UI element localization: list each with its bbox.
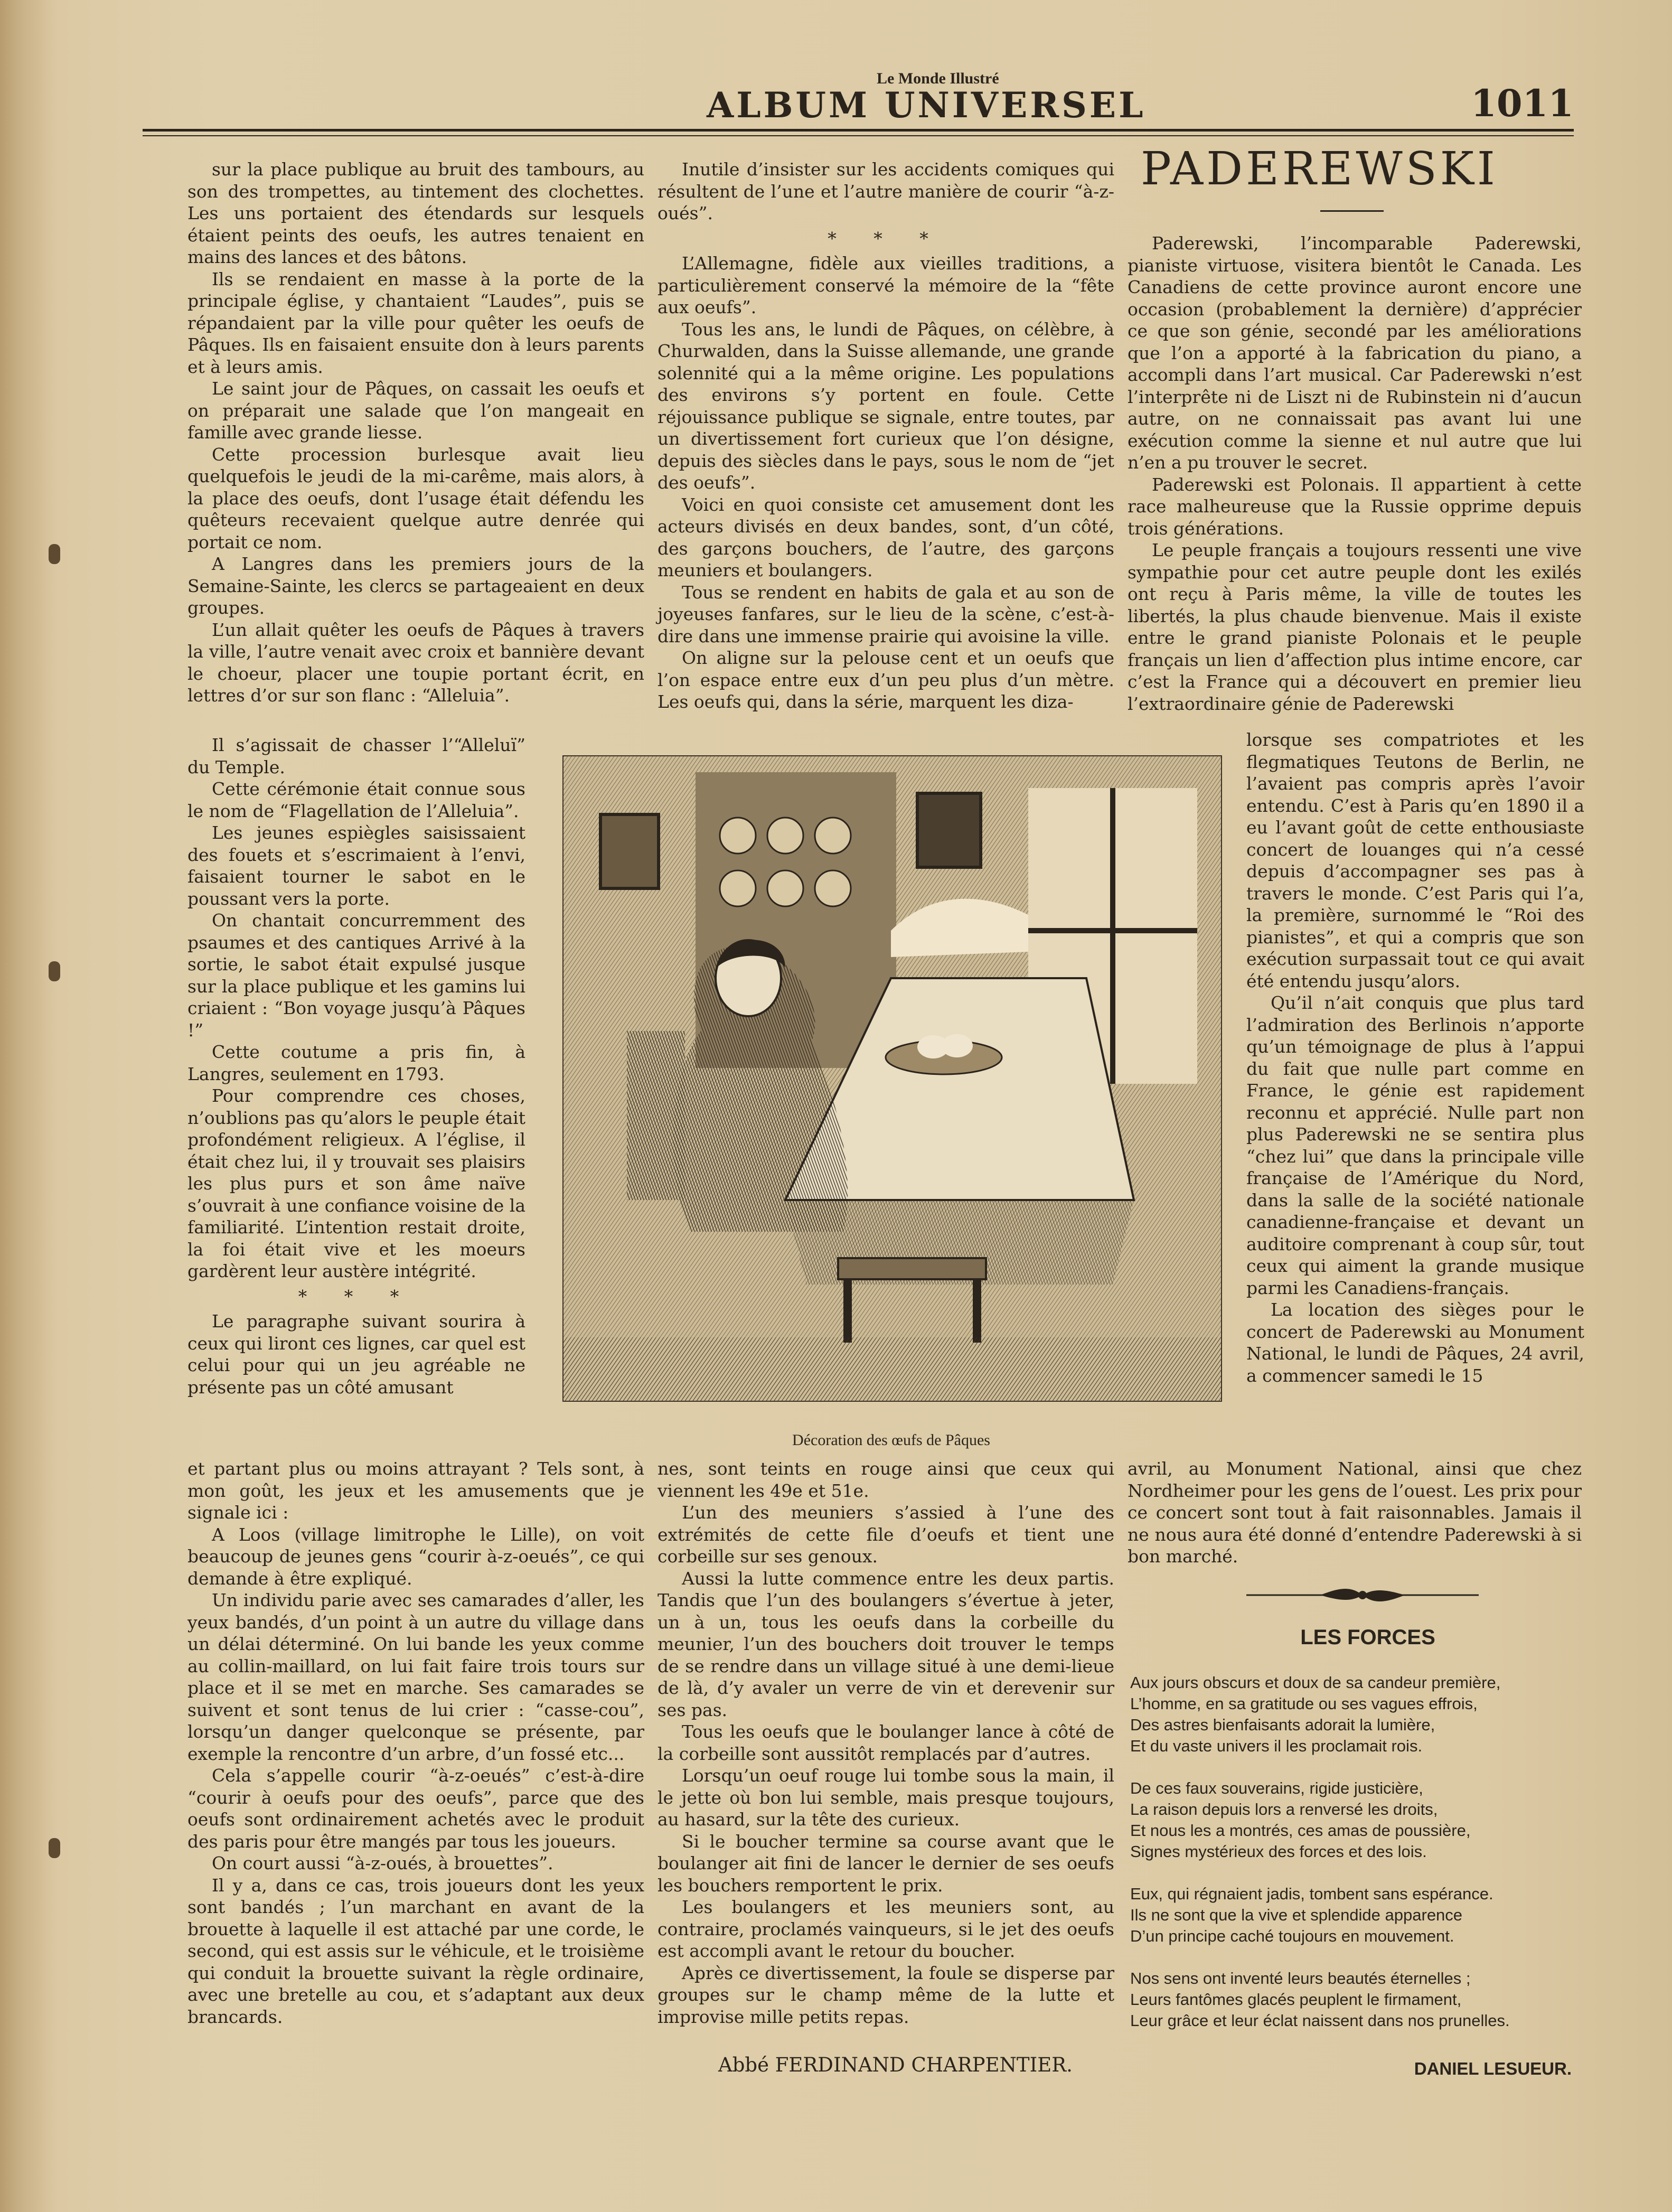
paragraph: Après ce divertissement, la foule se disperse par groupes sur le champ même de la lutte et improvise mille petits repas.: [657, 1962, 1114, 2027]
paragraph: et partant plus ou moins attrayant ? Tels sont, à mon goût, les jeux et les amusements que je signale ici :: [187, 1458, 644, 1523]
column-1-bottom: [187, 1458, 644, 2028]
paragraph: Le peuple français a toujours ressenti une vive sympathie pour cet autre peuple dont les exilés ont reçu à Paris même, la ville de toutes les libertés, la plus chaude bienvenue. Mais il existe entre le grand pianiste Polonais et le peuple français un lien d’affection plus intime encore, car c’est la France qui a découvert en premier lieu l’extraordinaire génie de Paderewski: [1128, 540, 1582, 714]
column-1-narrow: [187, 734, 525, 1398]
paragraph: Le saint jour de Pâques, on cassait les oeufs et on préparait une salade que l’on mangeait en famille avec grande liesse.: [187, 378, 644, 443]
poem-line: Et du vaste univers il les proclamait rois.: [1130, 1737, 1423, 1755]
paragraph: Inutile d’insister sur les accidents comiques qui résultent de l’une et l’autre manière de courir “à-z-oués”.: [657, 159, 1114, 223]
paragraph: On aligne sur la pelouse cent et un oeufs que l’on espace entre eux d’un peu plus d’un mètre. Les oeufs qui, dans la série, marquent les diza-: [657, 648, 1114, 712]
paragraph: A Loos (village limitrophe le Lille), on voit beaucoup de jeunes gens “courir à-z-oeués”, ce qui demande à être expliqué.: [187, 1524, 644, 1589]
column-3-narrow: [1246, 729, 1584, 1386]
paragraph: Ils se rendaient en masse à la porte de la principale église, y chantaient “Laudes”, puis se répandaient par la ville pour quêter les oeufs de Pâques. Ils en faisaient ensuite don à leurs parents et à leurs amis.: [187, 268, 644, 377]
header-rule-thin: [143, 135, 1574, 136]
column-3-bottom: [1128, 1458, 1582, 1568]
paragraph: Qu’il n’ait conquis que plus tard l’admiration des Berlinois n’apporte qu’un témoignage de plus à l’appui du fait que nulle part comme en France, le génie est rapidement reconnu et apprécié. Nulle part non plus Paderewski ne se sentira plus “chez lui” que dans la principale ville française de l’Amérique du Nord, dans la salle de la société nationale canadienne-française et devant un auditoire comprenant à coup sûr, tout ceux qui aiment la grande musique parmi les Canadiens-français.: [1246, 992, 1584, 1298]
engraving-image: [563, 756, 1221, 1401]
poem-line: De ces faux souverains, rigide justicière,: [1130, 1779, 1423, 1797]
paragraph: On court aussi “à-z-oués, à brouettes”.: [212, 1853, 553, 1873]
paragraph: La location des sièges pour le concert de Paderewski au Monument National, le lundi de Pâques, 24 avril, a commencer samedi le 15: [1246, 1299, 1584, 1386]
paragraph: Paderewski, l’incomparable Paderewski, pianiste virtuose, visitera bientôt le Canada. Les Canadiens de cette province auront encore une occasion (probablement la dernière) d’apprécier ce que son génie, secondé par les améliorations que l’on a apporté à la fabrication du piano, a accompli dans l’art musical. Car Paderewski n’est l’interprête ni de Liszt ni de Rubinstein ni d’aucun autre, on ne connaissait pas avant lui une exécution comme la sienne et nul autre que lui n’en a pu trouver le secret.: [1128, 233, 1582, 473]
poem-line: Leur grâce et leur éclat naissent dans nos prunelles.: [1130, 2011, 1510, 2030]
section-separator: * * *: [828, 228, 944, 249]
poem-author: DANIEL LESUEUR.: [1414, 2059, 1572, 2078]
poem: [1130, 1672, 1574, 2052]
poem-line: Aux jours obscurs et doux de sa candeur première,: [1130, 1673, 1501, 1692]
paragraph: lorsque ses compatriotes et les flegmatiques Teutons de Berlin, ne l’avaient pas compris après l’avoir entendu. C’est à Paris qu’en 1890 il a eu l’avant goût de cette enthousiaste concert de louanges qui n’a cessé depuis d’accompagner ses pas à travers le monde. C’est Paris qui l’a, la première, surnommé le “Roi des pianistes”, et qui a compris que son exécution surpassait tout ce qui avait été entendu jusqu’alors.: [1246, 729, 1584, 991]
paragraph: Il s’agissait de chasser l’“Alleluï” du Temple.: [187, 735, 525, 777]
page-number: 1011: [1471, 81, 1574, 125]
poem-line: Eux, qui régnaient jadis, tombent sans espérance.: [1130, 1885, 1493, 1903]
figure-caption: Décoration des œufs de Pâques: [792, 1431, 990, 1449]
paragraph: Si le boucher termine sa course avant que le boulanger ait fini de lancer le dernier de ses oeufs les bouchers remportent le prix.: [657, 1831, 1114, 1896]
decorative-ornament: [1241, 1585, 1484, 1606]
column-1-top: [187, 158, 644, 707]
header-rule: [143, 129, 1574, 132]
binding-hole: [49, 961, 60, 981]
column-2-top: [657, 158, 1114, 713]
paragraph: avril, au Monument National, ainsi que chez Nordheimer pour les gens de l’ouest. Les prix pour ce concert sont tout à fait raisonnables. Jamais il ne nous aura été donné d’entendre Paderewski à si bon marché.: [1128, 1458, 1582, 1567]
paragraph: Voici en quoi consiste cet amusement dont les acteurs divisés en deux bandes, sont, d’un côté, des garçons bouchers, de l’autre, des garçons meuniers et boulangers.: [657, 494, 1114, 580]
paragraph: Les jeunes espiègles saisissaient des fouets et s’escrimaient à l’envi, faisaient tourner le sabot en le poussant vers la porte.: [187, 822, 525, 909]
poem-line: Signes mystérieux des forces et des lois.: [1130, 1842, 1427, 1861]
paragraph: Tous se rendent en habits de gala et au son de joyeuses fanfares, sur le lieu de la scène, c’est-à-dire dans une immense prairie qui avoisine la ville.: [657, 582, 1114, 646]
paragraph: On chantait concurremment des psaumes et des cantiques Arrivé à la sortie, le sabot était expulsé jusque sur la place publique et les gamins lui criaient : “Bon voyage jusqu’à Pâques !”: [187, 910, 525, 1041]
title-rule: [1320, 210, 1384, 212]
paragraph: Lorsqu’un oeuf rouge lui tombe sous la main, il le jette où bon lui semble, mais presque toujours, au hasard, sur la tête des curieux.: [657, 1765, 1114, 1830]
poem-line: La raison depuis lors a renversé les droits,: [1130, 1800, 1438, 1819]
paragraph: L’un des meuniers s’assied à l’une des extrémités de cette file d’oeufs et tient une corbeille sur ses genoux.: [657, 1502, 1114, 1567]
paragraph: Un individu parie avec ses camarades d’aller, les yeux bandés, d’un point à un autre du village dans un délai déterminé. On lui bande les yeux comme au collin-maillard, on lui fait faire trois tours sur place et il se met en marche. Ses camarades se suivent et sont tenus de lui crier : “casse-cou”, lorsqu’un danger quelconque se présente, par exemple la rencontre d’un arbre, d’un fossé etc...: [187, 1590, 644, 1764]
poem-line: Des astres bienfaisants adorait la lumière,: [1130, 1716, 1435, 1734]
paragraph: L’un allait quêter les oeufs de Pâques à travers la ville, l’autre venait avec croix et bannière devant le choeur, placer une toupie portant écrit, en lettres d’or sur son flanc : “Alleluia”.: [187, 619, 644, 706]
poem-line: Nos sens ont inventé leurs beautés éternelles ;: [1130, 1969, 1471, 1988]
header-kicker: Le Monde Illustré: [877, 70, 999, 87]
poem-stanza: [1130, 1968, 1574, 2031]
paragraph: Paderewski est Polonais. Il appartient à cette race malheureuse que la Russie opprime depuis trois générations.: [1128, 474, 1582, 539]
paragraph: L’Allemagne, fidèle aux vieilles traditions, a particulièrement conservé la mémoire de la “fête aux oeufs”.: [657, 253, 1114, 317]
poem-line: Et nous les a montrés, ces amas de poussière,: [1130, 1821, 1471, 1840]
paragraph: nes, sont teints en rouge ainsi que ceux qui viennent les 49e et 51e.: [657, 1458, 1114, 1501]
binding-hole: [49, 1838, 60, 1858]
poem-line: D’un principe caché toujours en mouvement.: [1130, 1927, 1454, 1945]
column-2-bottom: [657, 1458, 1114, 2028]
poem-stanza: [1130, 1883, 1574, 1947]
poem-stanza: [1130, 1672, 1574, 1757]
poem-stanza: [1130, 1778, 1574, 1862]
paragraph: Cette coutume a pris fin, à Langres, seulement en 1793.: [187, 1042, 525, 1084]
section-separator: * * *: [298, 1286, 415, 1307]
paragraph: A Langres dans les premiers jours de la Semaine-Sainte, les clercs se partageaient en deux groupes.: [187, 554, 644, 618]
paragraph: Les boulangers et les meuniers sont, au contraire, proclamés vainqueurs, si le jet des oeufs est accompli avant le retour du boucher.: [657, 1897, 1114, 1961]
paragraph: Cette cérémonie était connue sous le nom de “Flagellation de l’Alleluia”.: [187, 779, 525, 821]
paragraph: Tous les ans, le lundi de Pâques, on célèbre, à Churwalden, dans la Suisse allemande, une grande solennité qui a la même origine. Les populations des environs s’y portent en foule. Cette réjouissance publique se signale, entre toutes, par un divertissement fort curieux que l’on désigne, depuis des siècles dans le pays, sous le nom de “jet des oeufs”.: [657, 318, 1114, 493]
masthead-title: ALBUM UNIVERSEL: [707, 85, 1146, 126]
engraving-illustration: [562, 755, 1222, 1402]
paragraph: Tous les oeufs que le boulanger lance à côté de la corbeille sont aussitôt remplacés par d’autres.: [657, 1721, 1114, 1764]
binding-hole: [49, 544, 60, 564]
paragraph: Pour comprendre ces choses, n’oublions pas qu’alors le peuple était profondément religieux. A l’église, il était chez lui, il y trouvait ses plaisirs les plus purs et son âme naïve s’ouvrait à une confiance voisine de la familiarité. L’intention restait droite, la foi était vive et les moeurs gardèrent leur austère intégrité.: [187, 1085, 525, 1281]
poem-line: Ils ne sont que la vive et splendide apparence: [1130, 1906, 1463, 1924]
poem-line: Leurs fantômes glacés peuplent le firmament,: [1130, 1990, 1462, 2009]
page-header: [143, 63, 1574, 137]
poem-title: LES FORCES: [1300, 1626, 1435, 1649]
paragraph: Cette procession burlesque avait lieu quelquefois le jeudi de la mi-carême, mais alors, à la place des oeufs, dont l’usage était défendu les quêteurs recevaient quelque autre denrée qui portait ce nom.: [187, 444, 644, 552]
paragraph: Aussi la lutte commence entre les deux partis. Tandis que l’un des boulangers s’évertue à jeter, un à un, tous les oeufs dans la corbeille du meunier, l’un des bouchers doit trouver le temps de se rendre dans un village situé à une demi-lieue de là, d’y avaler un verre de vin et derevenir sur ses pas.: [657, 1568, 1114, 1720]
paragraph: Il y a, dans ce cas, trois joueurs dont les yeux sont bandés ; l’un marchant en avant de la brouette à laquelle il est attaché par une corde, le second, qui est assis sur le véhicule, et le troisième qui conduit la brouette suivant la règle ordinaire, avec une bretelle au cou, et s’adaptant aux deux brancards.: [187, 1874, 644, 2027]
column-3-top: [1128, 232, 1582, 715]
paragraph: Cela s’appelle courir “à-z-oeués” c’est-à-dire “courir à oeufs pour des oeufs”, parce que des oeufs sont ordinairement achetés avec le produit des paris pour être mangés par tous les joueurs.: [187, 1765, 644, 1852]
poem-line: L’homme, en sa gratitude ou ses vagues effrois,: [1130, 1694, 1478, 1713]
article-title: PADEREWSKI: [1141, 143, 1498, 195]
paragraph: sur la place publique au bruit des tambours, au son des trompettes, au tintement des clochettes. Les uns portaient des étendards sur lesquels étaient peints des oeufs, les autres tenaient en mains des lances et des bâtons.: [187, 159, 644, 267]
paragraph: Le paragraphe suivant sourira à ceux qui liront ces lignes, car quel est celui pour qui un jeu agréable ne présente pas un côté amusant: [187, 1311, 525, 1398]
article-signature: Abbé FERDINAND CHARPENTIER.: [718, 2054, 1073, 2076]
